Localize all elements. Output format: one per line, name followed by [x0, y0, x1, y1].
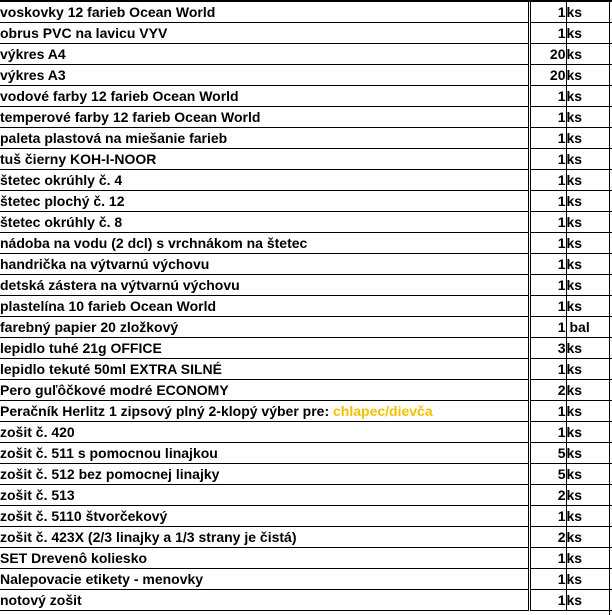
table-row [0, 170, 612, 191]
item-name-cell [0, 506, 529, 527]
item-unit: ks [566, 107, 612, 128]
item-name: štetec plochý č. 12 [0, 193, 125, 209]
item-unit: ks [566, 44, 612, 65]
table-row [0, 254, 612, 275]
item-name: lepidlo tuhé 21g OFFICE [0, 340, 162, 356]
item-name-cell [0, 569, 529, 590]
item-name-cell [0, 296, 529, 317]
item-unit: ks [566, 149, 612, 170]
item-name: Peračník Herlitz 1 zipsový plný 2-klopý výber pre: [0, 403, 334, 419]
item-quantity: 1 [529, 107, 566, 128]
item-name: temperové farby 12 farieb Ocean World [0, 109, 261, 125]
item-name: Pero guľôčkové modré ECONOMY [0, 382, 229, 398]
item-name-cell [0, 401, 529, 422]
item-unit: ks [566, 86, 612, 107]
item-unit: ks [566, 128, 612, 149]
item-quantity: 1 [529, 569, 566, 590]
item-option-highlight: chlapec/dievča [333, 403, 433, 419]
item-name: zošit č. 420 [0, 424, 75, 440]
item-name-cell [0, 275, 529, 296]
item-name-cell [0, 191, 529, 212]
item-unit: ks [566, 65, 612, 86]
table-row [0, 401, 612, 422]
item-quantity: 20 [529, 65, 566, 86]
item-unit: ks [566, 2, 612, 23]
item-unit: ks [566, 233, 612, 254]
table-row [0, 275, 612, 296]
table-row [0, 23, 612, 44]
item-quantity: 1 [529, 86, 566, 107]
item-name-cell [0, 443, 529, 464]
table-row [0, 569, 612, 590]
item-name-cell [0, 548, 529, 569]
item-name-cell [0, 86, 529, 107]
item-unit: ks [566, 590, 612, 611]
item-name: vodové farby 12 farieb Ocean World [0, 88, 239, 104]
item-name: Nalepovacie etikety - menovky [0, 571, 204, 587]
item-unit: ks [566, 401, 612, 422]
item-quantity: 5 [529, 464, 566, 485]
table-row [0, 2, 612, 23]
item-quantity: 1 [529, 422, 566, 443]
item-unit: ks [566, 506, 612, 527]
item-quantity: 1 [529, 506, 566, 527]
item-name-cell [0, 23, 529, 44]
table-row [0, 191, 612, 212]
table-row [0, 107, 612, 128]
item-unit: ks [566, 170, 612, 191]
item-unit: ks [566, 296, 612, 317]
item-unit: ks [566, 569, 612, 590]
table-row [0, 359, 612, 380]
item-unit: bal [566, 317, 612, 338]
item-unit: ks [566, 359, 612, 380]
item-unit: ks [566, 23, 612, 44]
item-name: zošit č. 423X (2/3 linajky a 1/3 strany je čistá) [0, 529, 297, 545]
item-name: nádoba na vodu (2 dcl) s vrchnákom na štetec [0, 235, 308, 251]
item-quantity: 1 [529, 548, 566, 569]
item-quantity: 20 [529, 44, 566, 65]
item-name: paleta plastová na miešanie farieb [0, 130, 228, 146]
item-name: detská zástera na výtvarnú výchovu [0, 277, 240, 293]
item-name-cell [0, 233, 529, 254]
item-quantity: 1 [529, 359, 566, 380]
item-quantity: 2 [529, 380, 566, 401]
item-unit: ks [566, 212, 612, 233]
table-row [0, 149, 612, 170]
item-name-cell [0, 128, 529, 149]
item-name: handrička na výtvarnú výchovu [0, 256, 210, 272]
supply-table-body [0, 2, 612, 611]
item-name-cell [0, 44, 529, 65]
item-name: zošit č. 513 [0, 487, 75, 503]
item-name: zošit č. 511 s pomocnou linajkou [0, 445, 218, 461]
item-quantity: 1 [529, 170, 566, 191]
item-name: SET Drevenô koliesko [0, 550, 148, 566]
item-name-cell [0, 485, 529, 506]
item-unit: ks [566, 443, 612, 464]
table-row [0, 527, 612, 548]
table-row [0, 380, 612, 401]
item-name: farebný papier 20 zložkový [0, 319, 179, 335]
item-name-cell [0, 149, 529, 170]
item-name-cell [0, 590, 529, 611]
table-row [0, 86, 612, 107]
item-quantity: 1 [529, 23, 566, 44]
item-name: lepidlo tekuté 50ml EXTRA SILNÉ [0, 361, 222, 377]
item-name: notový zošit [0, 592, 82, 608]
item-quantity: 1 [529, 254, 566, 275]
item-quantity: 1 [529, 2, 566, 23]
item-name-cell [0, 317, 529, 338]
item-quantity: 1 [529, 128, 566, 149]
table-row [0, 233, 612, 254]
table-row [0, 548, 612, 569]
item-name: štetec okrúhly č. 8 [0, 214, 123, 230]
item-name-cell [0, 422, 529, 443]
item-name-cell [0, 107, 529, 128]
item-quantity: 1 [529, 191, 566, 212]
supply-table [0, 2, 612, 611]
item-quantity: 1 [529, 317, 566, 338]
item-unit: ks [566, 254, 612, 275]
item-unit: ks [566, 380, 612, 401]
table-row [0, 443, 612, 464]
item-unit: ks [566, 548, 612, 569]
item-quantity: 3 [529, 338, 566, 359]
item-name: štetec okrúhly č. 4 [0, 172, 123, 188]
item-name: tuš čierny KOH-I-NOOR [0, 151, 157, 167]
item-unit: ks [566, 422, 612, 443]
table-row [0, 464, 612, 485]
table-row [0, 422, 612, 443]
item-unit: ks [566, 464, 612, 485]
table-row [0, 296, 612, 317]
table-row [0, 506, 612, 527]
item-name: voskovky 12 farieb Ocean World [0, 4, 216, 20]
item-unit: ks [566, 338, 612, 359]
item-name-cell [0, 212, 529, 233]
item-quantity: 1 [529, 296, 566, 317]
item-name: zošit č. 5110 štvorčekový [0, 508, 168, 524]
item-name-cell [0, 464, 529, 485]
item-unit: ks [566, 275, 612, 296]
item-quantity: 1 [529, 149, 566, 170]
table-row [0, 65, 612, 86]
item-quantity: 1 [529, 275, 566, 296]
item-name-cell [0, 65, 529, 86]
item-name: plastelína 10 farieb Ocean World [0, 298, 217, 314]
item-quantity: 2 [529, 527, 566, 548]
item-unit: ks [566, 485, 612, 506]
item-name-cell [0, 170, 529, 191]
item-name: výkres A4 [0, 46, 66, 62]
item-name-cell [0, 527, 529, 548]
item-name-cell [0, 380, 529, 401]
item-quantity: 1 [529, 401, 566, 422]
item-quantity: 5 [529, 443, 566, 464]
item-quantity: 1 [529, 233, 566, 254]
item-name-cell [0, 338, 529, 359]
table-row [0, 485, 612, 506]
item-quantity: 1 [529, 590, 566, 611]
item-name-cell [0, 359, 529, 380]
item-quantity: 1 [529, 212, 566, 233]
item-name-cell [0, 2, 529, 23]
table-row [0, 338, 612, 359]
table-row [0, 128, 612, 149]
item-name: zošit č. 512 bez pomocnej linajky [0, 466, 220, 482]
item-name-cell [0, 254, 529, 275]
item-name: výkres A3 [0, 67, 66, 83]
table-row [0, 317, 612, 338]
item-unit: ks [566, 191, 612, 212]
table-row [0, 590, 612, 611]
table-row [0, 44, 612, 65]
item-quantity: 2 [529, 485, 566, 506]
table-row [0, 212, 612, 233]
item-unit: ks [566, 527, 612, 548]
item-name: obrus PVC na lavicu VYV [0, 25, 168, 41]
